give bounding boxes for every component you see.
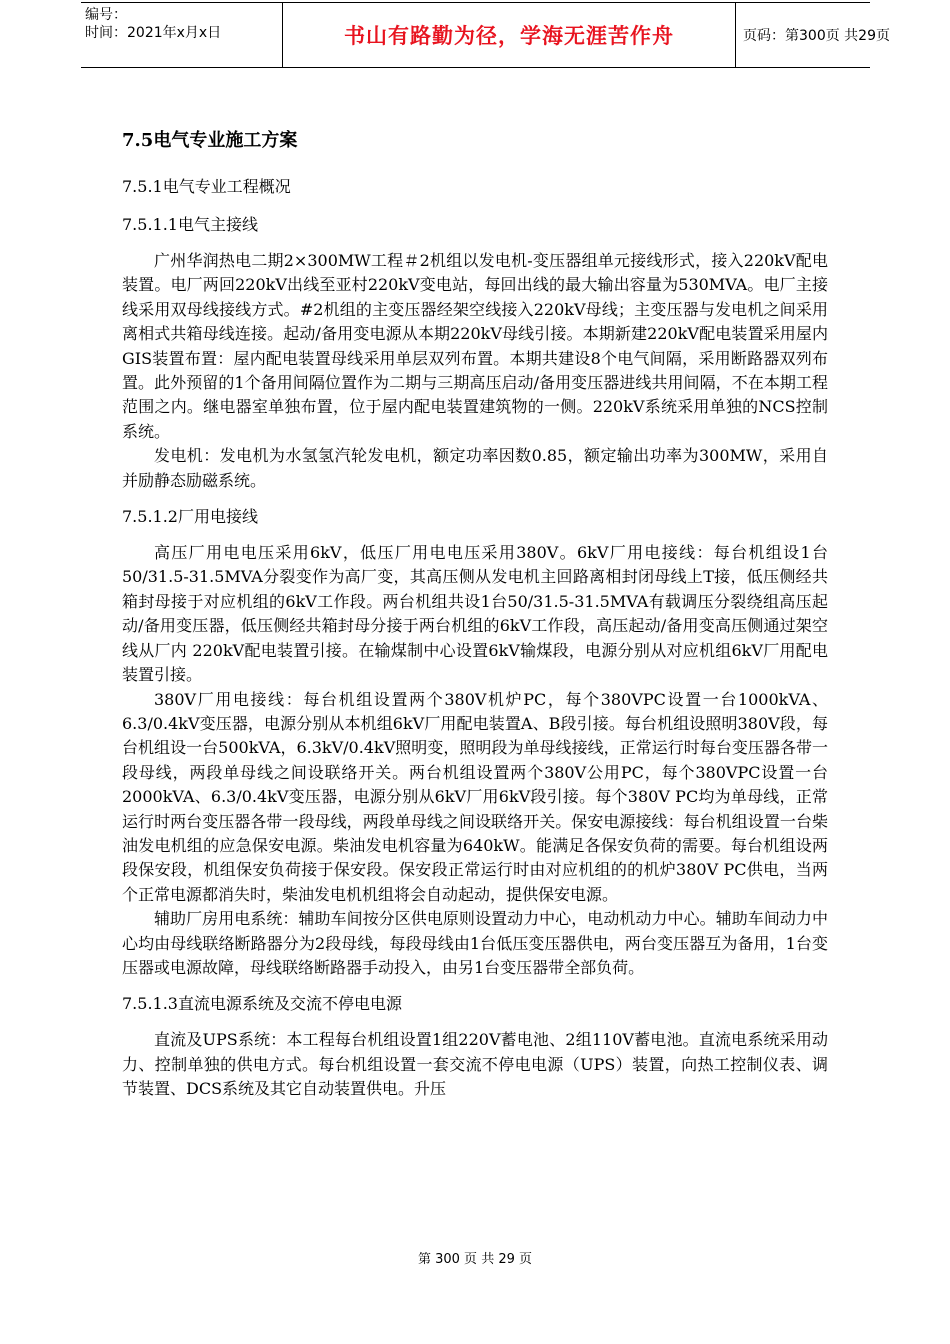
paragraph: 直流及UPS系统：本工程每台机组设置1组220V蓄电池、2组110V蓄电池。直流电系统采用动力、控制单独的供电方式。每台机组设置一套交流不停电电源（UPS）装置，向热工控制仪表、调节装置、DCS系统及其它自动装置供电。升压 xyxy=(122,1030,828,1099)
section-title: 7.5电气专业施工方案 xyxy=(122,130,298,151)
subsection-title: 7.5.1电气专业工程概况 xyxy=(122,177,291,196)
paragraph: 发电机：发电机为水氢氢汽轮发电机，额定功率因数0.85，额定输出功率为300MW，采用自并励静态励磁系统。 xyxy=(122,446,828,490)
page-header xyxy=(81,2,890,68)
header-motto: 书山有路勤为径，学海无涯苦作舟 xyxy=(282,3,736,67)
page-footer: 第 300 页 共 29 页 xyxy=(417,1252,533,1267)
subsubsection-title: 7.5.1.2厂用电接线 xyxy=(122,507,258,527)
header-time: 时间：2021年x月x日 xyxy=(85,25,222,41)
header-meta xyxy=(81,3,282,67)
paragraph: 高压厂用电电压采用6kV，低压厂用电电压采用380V。6kV厂用电接线：每台机组设1台50/31.5-31.5MVA分裂变作为高厂变，其高压侧从发电机主回路离相封闭母线上T接，低压侧经共箱封母接于对应机组的6kV工作段。两台机组共设1台50/31.5-31.5MVA有载调压分裂绕组高压起动/备用变压器，低压侧经共箱封母分接于两台机组的6kV工作段，高压起动/备用变高压侧通过架空线从厂内 220kV配电装置引接。在输煤制中心设置6kV输煤段，电源分别从对应机组6kV厂用配电装置引接。 xyxy=(122,543,828,685)
paragraph: 辅助厂房用电系统：辅助车间按分区供电原则设置动力中心，电动机动力中心。辅助车间动力中心均由母线联络断路器分为2段母线，每段母线由1台低压变压器供电，两台变压器互为备用，1台变压器或电源故障，母线联络断路器手动投入，由另1台变压器带全部负荷。 xyxy=(122,909,828,977)
paragraph: 380V厂用电接线：每台机组设置两个380V机炉PC，每个380VPC设置一台1000kVA、6.3/0.4kV变压器，电源分别从本机组6kV厂用配电装置A、B段引接。每台机组设照明380V段，每台机组设一台500kVA，6.3kV/0.4kV照明变，照明段为单母线接线，正常运行时每台变压器各带一段母线，两段单母线之间设联络开关。两台机组设置两个380V公用PC，每个380VPC设置一台2000kVA、6.3/0.4kV变压器，电源分别从6kV厂用6kV段引接。每个380V PC均为单母线，正常运行时两台变压器各带一段母线，两段单母线之间设联络开关。保安电源接线：每台机组设置一台柴油发电机组的应急保安电源。柴油发电机容量为640kW。能满足各保安负荷的需要。每台机组设两段保安段，机组保安负荷接于保安段。保安段正常运行时由对应机组的的机炉380V PC供电，当两个正常电源都消失时，柴油发电机机组将会自动起动，提供保安电源。 xyxy=(122,689,828,904)
header-number: 编号： xyxy=(85,7,127,23)
document-body xyxy=(122,128,828,1102)
subsubsection-title: 7.5.1.1电气主接线 xyxy=(122,215,258,234)
header-page-info: 页码：第300页 共29页 xyxy=(743,28,890,44)
paragraph: 广州华润热电二期2×300MW工程＃2机组以发电机-变压器组单元接线形式，接入220kV配电装置。电厂两回220kV出线至亚村220kV变电站，每回出线的最大输出容量为530MVA。电厂主接线采用双母线接线方式。#2机组的主变压器经架空线接入220kV母线；主变压器与发电机之间采用离相式共箱母线连接。起动/备用变电源从本期220kV母线引接。本期新建220kV配电装置采用屋内GIS装置布置：屋内配电装置母线采用单层双列布置。本期共建设8个电气间隔，采用断路器双列布置。此外预留的1个备用间隔位置作为二期与三期高压启动/备用变压器进线共用间隔，不在本期工程范围之内。继电器室单独布置，位于屋内配电装置建筑物的一侧。220kV系统采用单独的NCS控制系统。 xyxy=(122,251,828,441)
subsubsection-title: 7.5.1.3直流电源系统及交流不停电电源 xyxy=(122,994,402,1014)
